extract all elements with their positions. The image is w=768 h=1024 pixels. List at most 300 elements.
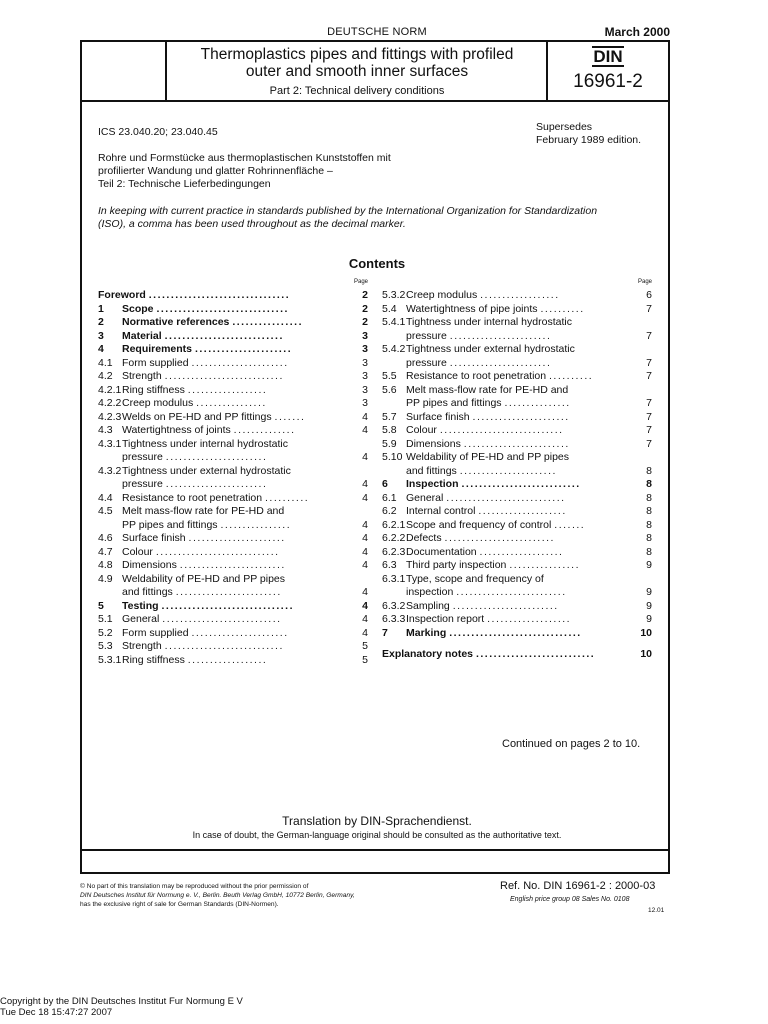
toc-leader-dots: ........................ <box>452 599 559 612</box>
toc-entry-title: Third party inspection <box>406 559 507 571</box>
toc-entry-number: 5.7 <box>382 410 397 423</box>
toc-entry-title: Tightness under external hydrostatic <box>122 464 291 477</box>
toc-entry-number: 4.4 <box>98 491 113 504</box>
toc-entry-title: Foreword <box>98 289 146 301</box>
toc-entry-text <box>406 424 638 438</box>
toc-entry <box>382 343 654 370</box>
toc-leader-dots: ................... <box>479 545 564 558</box>
toc-entry-text <box>406 303 638 317</box>
toc-entry <box>382 600 654 614</box>
toc-entry-title: Scope <box>122 302 154 315</box>
toc-entry-number: 4.2 <box>98 370 113 382</box>
page-column-label: Page <box>353 279 368 285</box>
toc-entry-page: 8 <box>646 545 652 558</box>
toc-entry <box>98 492 370 506</box>
toc-entry-page: 9 <box>646 599 652 612</box>
toc-entry-text <box>122 330 354 344</box>
toc-column-left <box>98 279 370 667</box>
toc-entry-page: 8 <box>646 478 652 490</box>
toc-entry-title: Sampling <box>406 599 450 612</box>
toc-entry <box>98 627 370 641</box>
toc-entry-title: Surface finish <box>406 410 470 423</box>
toc-entry <box>98 465 370 492</box>
toc-leader-dots: ...................... <box>459 464 557 477</box>
toc-entry-page: 3 <box>362 397 368 409</box>
toc-entry-page: 4 <box>362 626 368 639</box>
toc-list-left <box>98 289 370 667</box>
toc-entry-text <box>406 478 638 492</box>
toc-entry <box>98 370 370 384</box>
toc-entry-number: 6.2.1 <box>382 518 406 531</box>
toc-entry-page: 3 <box>362 370 368 382</box>
toc-entry-title: Inspection <box>406 478 459 490</box>
authoritative-text-note: In case of doubt, the German-language original should be consulted as the authoritative text. <box>192 830 562 840</box>
din-number: 16961-2 <box>573 71 643 92</box>
toc-leader-dots: .......... <box>540 302 585 315</box>
toc-entry-number: 4.2.2 <box>98 397 122 409</box>
title-divider-left <box>165 40 167 102</box>
toc-entry-number: 6.3.1 <box>382 572 406 585</box>
toc-entry-title: Creep modulus <box>122 397 194 409</box>
toc-leader-dots: ........................... <box>475 648 596 660</box>
toc-entry-number: 5.3.2 <box>382 289 406 301</box>
toc-entry-text <box>406 451 638 478</box>
toc-entry-title: Melt mass-flow rate for PE-HD and <box>122 505 285 517</box>
toc-entry-title: Ring stiffness <box>122 383 185 396</box>
toc-entry-page: 8 <box>646 491 652 504</box>
toc-leader-dots: ........................... <box>446 491 566 504</box>
toc-entry-page: 5 <box>362 653 368 666</box>
toc-entry-text <box>406 519 638 533</box>
toc-entry-page: 2 <box>362 316 368 328</box>
toc-entry-page: 10 <box>640 626 652 639</box>
toc-leader-dots: ........................... <box>164 329 284 342</box>
toc-entry-title: Strength <box>122 640 162 652</box>
toc-column-right <box>382 279 654 662</box>
toc-entry-number: 4.3.2 <box>98 464 122 477</box>
toc-entry-number: 5.4.2 <box>382 343 406 355</box>
toc-entry-text <box>406 370 638 384</box>
toc-entry-page: 4 <box>362 586 368 598</box>
toc-entry-page: 7 <box>646 397 652 409</box>
supersedes-note <box>536 121 641 147</box>
toc-entry-number: 6.3.3 <box>382 613 406 625</box>
toc-entry-number: 4.2.1 <box>98 383 122 396</box>
toc-entry <box>98 600 370 614</box>
toc-entry <box>98 505 370 532</box>
toc-entry-text <box>122 654 354 668</box>
toc-entry-page: 4 <box>362 491 368 504</box>
toc-entry-title: Marking <box>406 626 447 639</box>
toc-entry-page: 8 <box>646 518 652 531</box>
toc-entry-title: Melt mass-flow rate for PE-HD and <box>406 383 569 396</box>
toc-entry-number: 4.3 <box>98 424 113 436</box>
toc-entry <box>382 289 654 303</box>
toc-entry-title: Watertightness of pipe joints <box>406 302 538 315</box>
toc-entry-text <box>122 465 354 492</box>
toc-entry-title: Form supplied <box>122 356 189 369</box>
toc-entry-text <box>122 397 354 411</box>
toc-entry-title: Internal control <box>406 505 476 517</box>
toc-entry-text <box>406 343 638 370</box>
toc-entry-text <box>122 384 354 398</box>
german-title-line-3: Teil 2: Technische Lieferbedingungen <box>98 178 271 190</box>
toc-leader-dots: .................. <box>480 289 560 301</box>
toc-leader-dots: ........................ <box>463 437 570 450</box>
toc-entry <box>98 303 370 317</box>
toc-entry-page: 3 <box>362 343 368 355</box>
toc-entry-page: 4 <box>362 613 368 625</box>
toc-leader-dots: ................ <box>220 518 292 531</box>
toc-entry-page: 2 <box>362 289 368 301</box>
toc-entry-number: 6.2 <box>382 505 397 517</box>
toc-entry-title: Tightness under internal hydrostatic <box>122 437 288 450</box>
toc-leader-dots: .................... <box>478 505 567 517</box>
toc-entry-number: 5.3.1 <box>98 653 122 666</box>
toc-entry-number: 4.2.3 <box>98 410 122 423</box>
download-footer <box>0 996 243 1018</box>
toc-leader-dots: .......... <box>549 370 594 382</box>
toc-entry <box>382 424 654 438</box>
toc-entry-title: Defects <box>406 532 442 544</box>
toc-entry-text <box>122 424 354 438</box>
toc-entry-number: 4.9 <box>98 572 113 585</box>
toc-entry <box>98 424 370 438</box>
toc-entry-title-cont: and fittings <box>406 464 457 477</box>
publication-date: March 2000 <box>604 25 670 39</box>
toc-entry-title: Inspection report <box>406 613 485 625</box>
toc-entry-number: 4.6 <box>98 532 113 544</box>
toc-list-right <box>382 289 654 662</box>
toc-entry-text <box>98 289 354 303</box>
toc-entry <box>382 573 654 600</box>
toc-entry-title-cont: pressure <box>406 356 447 369</box>
toc-leader-dots: ................ <box>196 397 267 409</box>
toc-entry-page: 4 <box>362 410 368 423</box>
toc-entry <box>98 654 370 668</box>
supersedes-line-1: Supersedes <box>536 121 593 133</box>
toc-entry-text <box>122 573 354 600</box>
toc-entry <box>382 411 654 425</box>
toc-entry-text <box>122 303 354 317</box>
notice-line-1: © No part of this translation may be reproduced without the prior permission of <box>80 883 309 890</box>
toc-entry-text <box>122 613 354 627</box>
bottom-rule <box>80 849 670 851</box>
toc-entry-number: 6.2.3 <box>382 545 406 558</box>
toc-leader-dots: ........................... <box>162 613 282 625</box>
toc-entry-page: 9 <box>646 613 652 625</box>
toc-entry-page: 4 <box>362 599 368 612</box>
toc-entry-page: 8 <box>646 532 652 544</box>
toc-leader-dots: ........................... <box>461 478 581 490</box>
toc-entry-title-cont: and fittings <box>122 586 173 598</box>
din-designation <box>548 46 668 93</box>
toc-entry-title: Explanatory notes <box>382 648 474 660</box>
toc-entry-page: 7 <box>646 437 652 450</box>
footer-line-1: Copyright by the DIN Deutsches Institut Fur Normung E V <box>0 996 243 1007</box>
toc-entry <box>98 330 370 344</box>
toc-leader-dots: ................ <box>509 559 580 571</box>
toc-entry <box>382 546 654 560</box>
toc-entry-number: 2 <box>98 316 104 328</box>
toc-entry-number: 6.1 <box>382 491 397 504</box>
toc-entry-text <box>122 438 354 465</box>
title-line-1: Thermoplastics pipes and fittings with profiled <box>200 46 514 63</box>
toc-leader-dots: ........................... <box>164 640 284 652</box>
toc-entry-number: 5.1 <box>98 613 113 625</box>
ics-codes: ICS 23.040.20; 23.040.45 <box>98 126 218 138</box>
toc-leader-dots: ....................... <box>449 329 552 342</box>
toc-entry-title: Scope and frequency of control <box>406 518 552 531</box>
toc-entry-title: General <box>406 491 444 504</box>
toc-entry-title: Creep modulus <box>406 289 478 301</box>
toc-entry-text <box>122 505 354 532</box>
toc-entry-number: 4.1 <box>98 356 113 369</box>
toc-entry-number: 5 <box>98 599 104 612</box>
toc-entry-text <box>406 411 638 425</box>
toc-entry-page: 8 <box>646 505 652 517</box>
toc-entry-page: 7 <box>646 302 652 315</box>
toc-entry-text <box>122 532 354 546</box>
toc-entry-text <box>406 289 638 303</box>
toc-entry-text <box>406 532 638 546</box>
toc-entry <box>98 559 370 573</box>
toc-entry-text <box>122 316 354 330</box>
toc-entry-number: 6.3.2 <box>382 599 406 612</box>
toc-entry-title: Weldability of PE-HD and PP pipes <box>406 451 570 463</box>
notice-line-3: has the exclusive right of sale for German Standards (DIN-Normen). <box>80 901 279 908</box>
german-title <box>98 152 391 191</box>
reproduction-notice <box>80 882 420 909</box>
toc-entry-title: Documentation <box>406 545 477 558</box>
toc-leader-dots: ...................... <box>191 626 289 639</box>
document-title <box>168 46 546 97</box>
toc-entry-number: 7 <box>382 626 388 639</box>
toc-entry-title: Strength <box>122 370 162 382</box>
toc-entry-title: Resistance to root penetration <box>406 370 547 382</box>
toc-entry-title-cont: PP pipes and fittings <box>122 518 218 531</box>
toc-entry-number: 4.7 <box>98 545 113 558</box>
toc-entry-number: 5.3 <box>98 640 113 652</box>
toc-entry-text <box>122 640 354 654</box>
toc-leader-dots: .............. <box>233 424 296 436</box>
toc-leader-dots: ....................... <box>165 478 268 490</box>
toc-entry-page: 10 <box>640 648 652 660</box>
toc-entry-text <box>122 559 354 573</box>
toc-entry-title: Watertightness of joints <box>122 424 231 436</box>
toc-entry <box>382 316 654 343</box>
toc-entry-number: 5.10 <box>382 451 403 463</box>
toc-entry <box>98 316 370 330</box>
toc-leader-dots: ............... <box>504 397 571 409</box>
toc-entry-page: 4 <box>362 424 368 436</box>
toc-entry <box>382 559 654 573</box>
toc-entry-text <box>122 411 354 425</box>
toc-entry-title: Ring stiffness <box>122 653 185 666</box>
decimal-marker-note <box>98 205 658 231</box>
toc-entry-title: Dimensions <box>406 437 461 450</box>
page-column-label: Page <box>637 279 652 285</box>
toc-entry-title: Colour <box>406 424 437 436</box>
toc-entry-text <box>406 438 638 452</box>
toc-entry-text <box>406 546 638 560</box>
toc-leader-dots: ......................... <box>456 586 567 598</box>
toc-entry-title: Tightness under internal hydrostatic <box>406 316 572 328</box>
toc-entry <box>382 627 654 641</box>
toc-entry-number: 5.8 <box>382 424 397 436</box>
toc-entry-title-cont: PP pipes and fittings <box>406 397 502 409</box>
decimal-note-line-1: In keeping with current practice in standards published by the International Organization for Standardization <box>98 205 598 217</box>
standard-type-header: DEUTSCHE NORM <box>327 26 427 38</box>
continued-note: Continued on pages 2 to 10. <box>502 738 641 750</box>
toc-entry-text <box>406 613 638 627</box>
toc-entry <box>98 289 370 303</box>
toc-leader-dots: ........................... <box>164 370 284 382</box>
toc-leader-dots: ........................ <box>179 559 286 571</box>
toc-entry-text <box>406 505 638 519</box>
toc-entry <box>382 519 654 533</box>
toc-entry-title: Dimensions <box>122 559 177 571</box>
toc-leader-dots: .................. <box>187 653 268 666</box>
toc-leader-dots: .......... <box>265 491 310 504</box>
toc-entry-text <box>122 627 354 641</box>
notice-line-2: DIN Deutsches Institut für Normung e. V., Berlin. Beuth Verlag GmbH, 10772 Berlin, Germany, <box>80 892 355 899</box>
toc-entry-page: 7 <box>646 356 652 369</box>
toc-entry <box>98 532 370 546</box>
contents-heading: Contents <box>348 256 406 271</box>
toc-leader-dots: .............................. <box>156 302 289 315</box>
toc-entry <box>98 357 370 371</box>
toc-leader-dots: ........................ <box>175 586 282 598</box>
toc-entry-number: 6.3 <box>382 559 397 571</box>
toc-leader-dots: ...................... <box>188 532 286 544</box>
toc-entry-title: Material <box>122 329 162 342</box>
toc-entry-number: 6.2.2 <box>382 532 406 544</box>
toc-entry-text <box>382 648 638 662</box>
supersedes-line-2: February 1989 edition. <box>536 134 642 146</box>
toc-entry-text <box>406 627 638 641</box>
toc-leader-dots: ................ <box>232 316 303 328</box>
toc-entry <box>98 343 370 357</box>
toc-leader-dots: .............................. <box>449 626 582 639</box>
toc-entry <box>98 640 370 654</box>
toc-entry-number: 5.4.1 <box>382 316 406 328</box>
toc-entry <box>382 438 654 452</box>
din-logo: DIN <box>593 47 623 66</box>
toc-entry <box>382 492 654 506</box>
toc-entry-page: 8 <box>646 464 652 477</box>
toc-entry-title: Normative references <box>122 316 230 328</box>
toc-entry-text <box>406 316 638 343</box>
toc-entry-number: 6 <box>382 478 388 490</box>
reference-number: Ref. No. DIN 16961-2 : 2000-03 <box>500 880 656 892</box>
toc-leader-dots: .............................. <box>161 599 295 612</box>
toc-entry-title: Tightness under external hydrostatic <box>406 343 575 355</box>
toc-entry <box>382 505 654 519</box>
print-code: 12.01 <box>648 907 665 914</box>
toc-leader-dots: ................... <box>487 613 572 625</box>
german-title-line-1: Rohre und Formstücke aus thermoplastischen Kunststoffen mit <box>98 152 391 164</box>
toc-entry-title: Resistance to root penetration <box>122 491 263 504</box>
toc-entry-text <box>122 357 354 371</box>
toc-entry-title: Testing <box>122 599 159 612</box>
toc-entry-page: 4 <box>362 532 368 544</box>
toc-entry-number: 4.8 <box>98 559 113 571</box>
toc-leader-dots: ...................... <box>194 343 293 355</box>
toc-entry-number: 5.4 <box>382 302 397 315</box>
toc-entry <box>382 303 654 317</box>
toc-entry-title-cont: pressure <box>122 451 163 463</box>
toc-entry <box>98 546 370 560</box>
toc-entry-page: 6 <box>646 289 652 301</box>
toc-entry-text <box>406 559 638 573</box>
toc-entry-number: 3 <box>98 329 104 342</box>
toc-entry-page: 7 <box>646 370 652 382</box>
toc-entry-page: 5 <box>362 640 368 652</box>
toc-entry-number: 4 <box>98 343 104 355</box>
toc-entry-text <box>122 600 354 614</box>
toc-entry-title-cont: pressure <box>122 478 163 490</box>
toc-entry-number: 5.5 <box>382 370 397 382</box>
price-group: English price group 08 Sales No. 0108 <box>510 896 630 903</box>
toc-entry-page: 2 <box>362 302 368 315</box>
toc-entry <box>382 648 654 662</box>
footer-line-2: Tue Dec 18 15:47:27 2007 <box>0 1007 113 1018</box>
toc-entry-number: 4.3.1 <box>98 437 122 450</box>
toc-entry <box>98 411 370 425</box>
toc-entry-page: 4 <box>362 559 368 571</box>
toc-leader-dots: ......................... <box>444 532 555 544</box>
translation-credit: Translation by DIN-Sprachendienst. <box>282 814 472 828</box>
toc-entry-text <box>122 370 354 384</box>
toc-entry-title: Colour <box>122 545 153 558</box>
toc-entry <box>382 532 654 546</box>
toc-entry-page: 3 <box>362 356 368 369</box>
toc-entry-page: 9 <box>646 559 652 571</box>
toc-entry <box>98 384 370 398</box>
toc-leader-dots: ....................... <box>165 451 268 463</box>
toc-entry-title: Surface finish <box>122 532 186 544</box>
toc-entry-page: 3 <box>362 383 368 396</box>
toc-leader-dots: ....... <box>554 518 586 531</box>
toc-entry-page: 7 <box>646 424 652 436</box>
title-subtitle: Part 2: Technical delivery conditions <box>269 85 445 97</box>
decimal-note-line-2: (ISO), a comma has been used throughout as the decimal marker. <box>98 218 406 230</box>
toc-leader-dots: ....... <box>274 410 306 423</box>
toc-entry-number: 5.6 <box>382 383 397 396</box>
toc-leader-dots: ...................... <box>472 410 570 423</box>
german-title-line-2: profilierter Wandung und glatter Rohrinnenfläche – <box>98 165 333 177</box>
toc-entry <box>98 438 370 465</box>
toc-entry-text <box>406 384 638 411</box>
toc-entry-page: 7 <box>646 410 652 423</box>
title-line-2: outer and smooth inner surfaces <box>245 63 469 80</box>
toc-entry-page: 9 <box>646 586 652 598</box>
toc-entry-page: 4 <box>362 478 368 490</box>
toc-entry <box>382 478 654 492</box>
toc-entry-page: 4 <box>362 545 368 558</box>
toc-leader-dots: ................................ <box>148 289 291 301</box>
toc-entry-page: 4 <box>362 518 368 531</box>
toc-entry-text <box>122 546 354 560</box>
toc-entry <box>98 397 370 411</box>
toc-entry <box>98 573 370 600</box>
toc-entry-number: 1 <box>98 302 104 315</box>
toc-entry-text <box>122 343 354 357</box>
toc-entry-number: 5.9 <box>382 437 397 450</box>
toc-entry-page: 4 <box>362 451 368 463</box>
toc-entry-title: Welds on PE-HD and PP fittings <box>122 410 272 423</box>
